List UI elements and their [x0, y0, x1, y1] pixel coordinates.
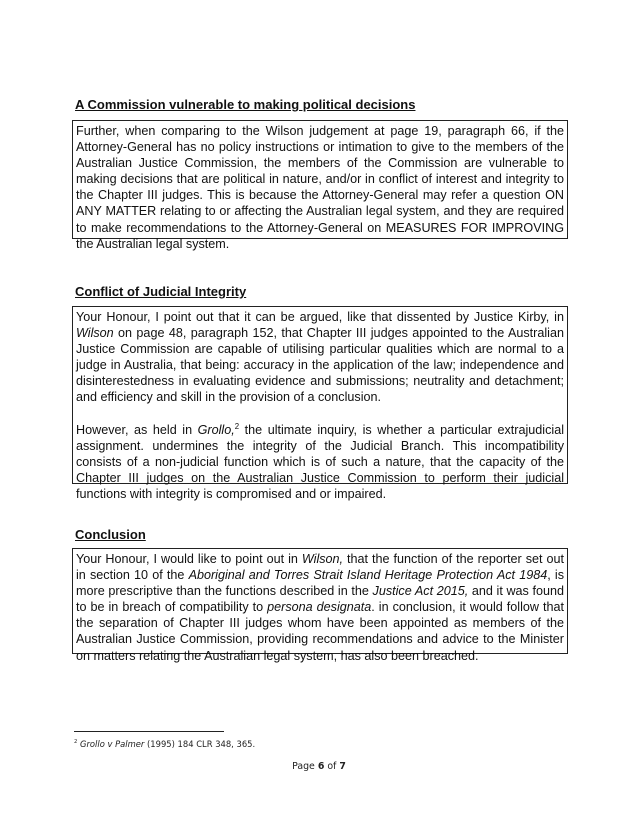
footnote-reference: 2 — [234, 421, 240, 431]
legal-term-italic: persona designata — [267, 600, 372, 615]
page-prefix: Page — [292, 761, 318, 772]
text-box-conclusion — [72, 548, 568, 663]
case-name-italic: Wilson — [76, 326, 114, 341]
paragraph-commission: Further, when comparing to the Wilson judgement at page 19, paragraph 66, if the Attorney-General has no policy instructions or intimation to give to the members of the Australian Justice Commission, the members of the Commission are vulnerable to making decisions that are political in nature, and/or in conflict of interest and integrity to the Chapter III judges. This is because the Attorney-General may refer a question ON ANY MATTER relating to or affecting the Australian legal system, and they are required to make recommendations to the Attorney-General on MEASURES FOR IMPROVING the Australian legal system. — [76, 124, 564, 251]
section-heading-judicial-integrity: Conflict of Judicial Integrity — [75, 284, 247, 299]
case-name-italic: Grollo, — [197, 422, 235, 437]
paragraph-conclusion — [76, 551, 564, 664]
text-box-commission — [72, 120, 568, 251]
text-box-judicial-integrity — [72, 306, 568, 501]
page-number — [0, 761, 638, 773]
case-name-italic: Wilson, — [301, 552, 344, 566]
text-run: . in conclusion, it would follow that the separation of Chapter III judges whom have been appointed as members of the Australian Justice Commission, providing recommendations and advice to the Minister on matters relating the Australian legal system, has also been breached. — [76, 600, 564, 663]
page-of: of — [324, 761, 340, 772]
text-run: and it was found to be in breach of compatibility to — [76, 584, 564, 615]
text-run: Your Honour, I would like to point out in — [76, 552, 302, 566]
footnote-number: 2 — [74, 739, 78, 746]
paragraph-grollo — [76, 422, 564, 502]
text-run: that the function of the reporter set out in section 10 of the — [76, 552, 565, 583]
text-run: , is more prescriptive than the functions described in the — [76, 568, 564, 599]
total-pages: 7 — [339, 761, 346, 772]
footnote-divider — [74, 731, 224, 732]
paragraph-kirby-dissent — [76, 309, 564, 406]
footnote — [74, 738, 255, 750]
text-run: on page 48, paragraph 152, that Chapter III judges appointed to the Australian Justice Commission are capable of utilising particular qualities which are normal to a judge in Australia, that being: accuracy in the application of the law; independence and disinterestedness in evaluating evidence and submissions; neutrality and detachment; and efficiency and skill in the provision of a conclusion. — [76, 326, 564, 405]
section-heading-commission: A Commission vulnerable to making political decisions — [75, 97, 416, 112]
current-page: 6 — [317, 761, 325, 772]
act-name-italic: Justice Act 2015, — [372, 584, 469, 599]
footnote-case-name: Grollo v Palmer — [79, 739, 145, 749]
text-run: the ultimate inquiry, is whether a particular extrajudicial assignment. undermines the integrity of the Judicial Branch. This incompatibility consists of a non-judicial function which is of such a nature, that the capacity of the Chapter III judges on the Australian Justice Commission to perform their judicial functions with integrity is compromised and or impaired. — [76, 422, 564, 501]
text-run: Your Honour, I point out that it can be argued, like that dissented by Justice Kirby, in — [76, 310, 564, 324]
act-name-italic: Aboriginal and Torres Strait Island Heritage Protection Act 1984 — [188, 568, 548, 583]
section-heading-conclusion: Conclusion — [75, 527, 146, 542]
footnote-citation: (1995) 184 CLR 348, 365. — [144, 739, 256, 749]
text-run: However, as held in — [76, 422, 198, 437]
